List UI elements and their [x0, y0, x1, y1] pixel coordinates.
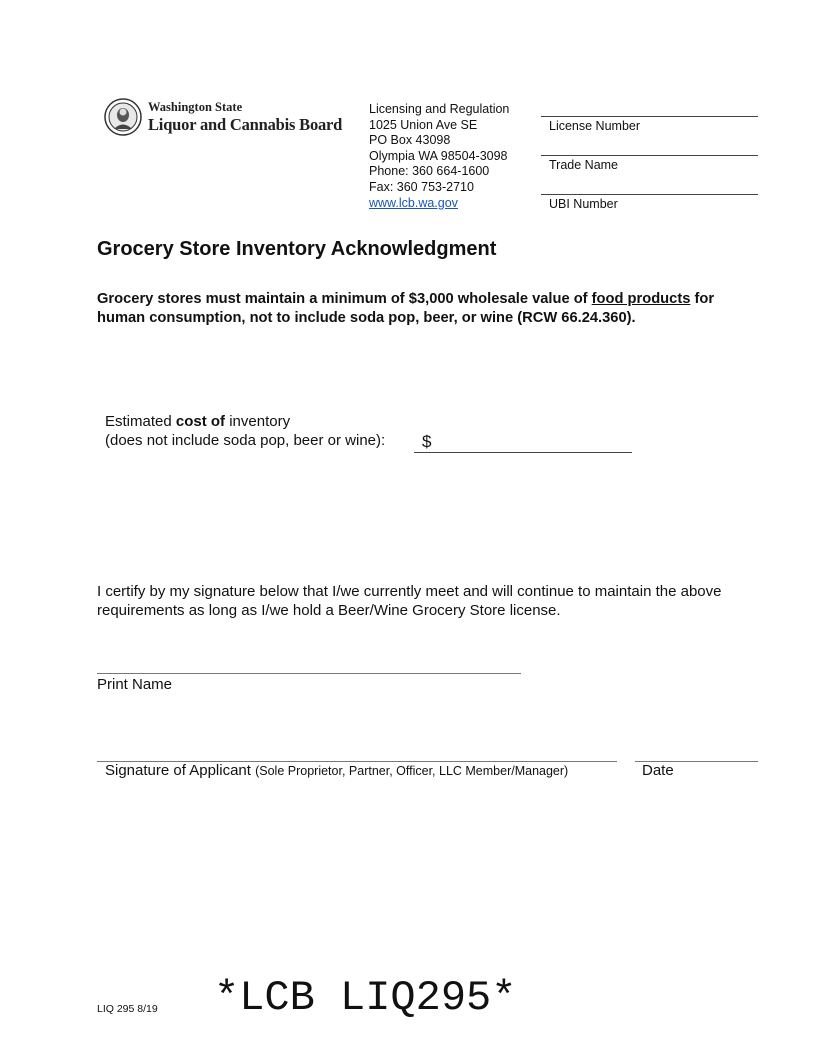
requirement-part1: Grocery stores must maintain a minimum of $3,000 wholesale value of	[97, 291, 592, 307]
license-number-line[interactable]	[541, 116, 758, 117]
address-po-box: PO Box 43098	[369, 133, 451, 148]
address-city: Olympia WA 98504-3098	[369, 148, 508, 163]
inventory-cost-field[interactable]	[414, 452, 632, 453]
date-label: Date	[642, 762, 674, 779]
certification-text: I certify by my signature below that I/we currently meet and will continue to maintain the above requirements as long as I/we hold a Beer/Wine Grocery Store license.	[97, 583, 722, 619]
address-department: Licensing and Regulation	[369, 102, 510, 116]
address-fax: Fax: 360 753-2710	[369, 179, 474, 194]
requirement-part2: for human consumption, not to include soda pop, beer, or wine (RCW 66.24.360).	[97, 291, 715, 326]
inventory-label-line2: (does not include soda pop, beer or wine):	[105, 432, 386, 449]
print-name-label: Print Name	[97, 676, 173, 693]
currency-symbol: $	[422, 432, 432, 451]
inventory-bold: cost of	[175, 413, 226, 430]
state-seal-icon	[104, 98, 142, 136]
signature-note: (Sole Proprietor, Partner, Officer, LLC Member/Manager)	[255, 764, 569, 778]
inventory-label-line1	[105, 413, 290, 430]
ubi-number-line[interactable]	[541, 194, 758, 195]
website-link[interactable]: www.lcb.wa.gov	[369, 195, 458, 210]
form-code: LIQ 295 8/19	[97, 1003, 158, 1015]
print-name-field[interactable]	[97, 673, 521, 674]
agency-name-line2: Liquor and Cannabis Board	[148, 115, 343, 134]
ubi-number-label: UBI Number	[549, 197, 618, 211]
agency-logo	[104, 98, 354, 138]
license-number-label: License Number	[549, 119, 641, 133]
trade-name-label: Trade Name	[549, 158, 619, 172]
inventory-prefix: Estimated	[105, 413, 176, 430]
signature-label-text: Signature of Applicant	[105, 762, 251, 779]
trade-name-line[interactable]	[541, 155, 758, 156]
form-title: Grocery Store Inventory Acknowledgment	[97, 238, 497, 260]
requirement-text	[97, 290, 737, 327]
address-phone: Phone: 360 664-1600	[369, 164, 490, 179]
agency-address	[369, 102, 509, 211]
address-street: 1025 Union Ave SE	[369, 117, 478, 132]
barcode-text: *LCB LIQ295*	[214, 974, 517, 1022]
agency-name-line1: Washington State	[148, 100, 243, 114]
inventory-suffix: inventory	[225, 413, 291, 430]
food-products-link[interactable]: food products	[591, 291, 691, 307]
signature-label	[105, 762, 568, 779]
